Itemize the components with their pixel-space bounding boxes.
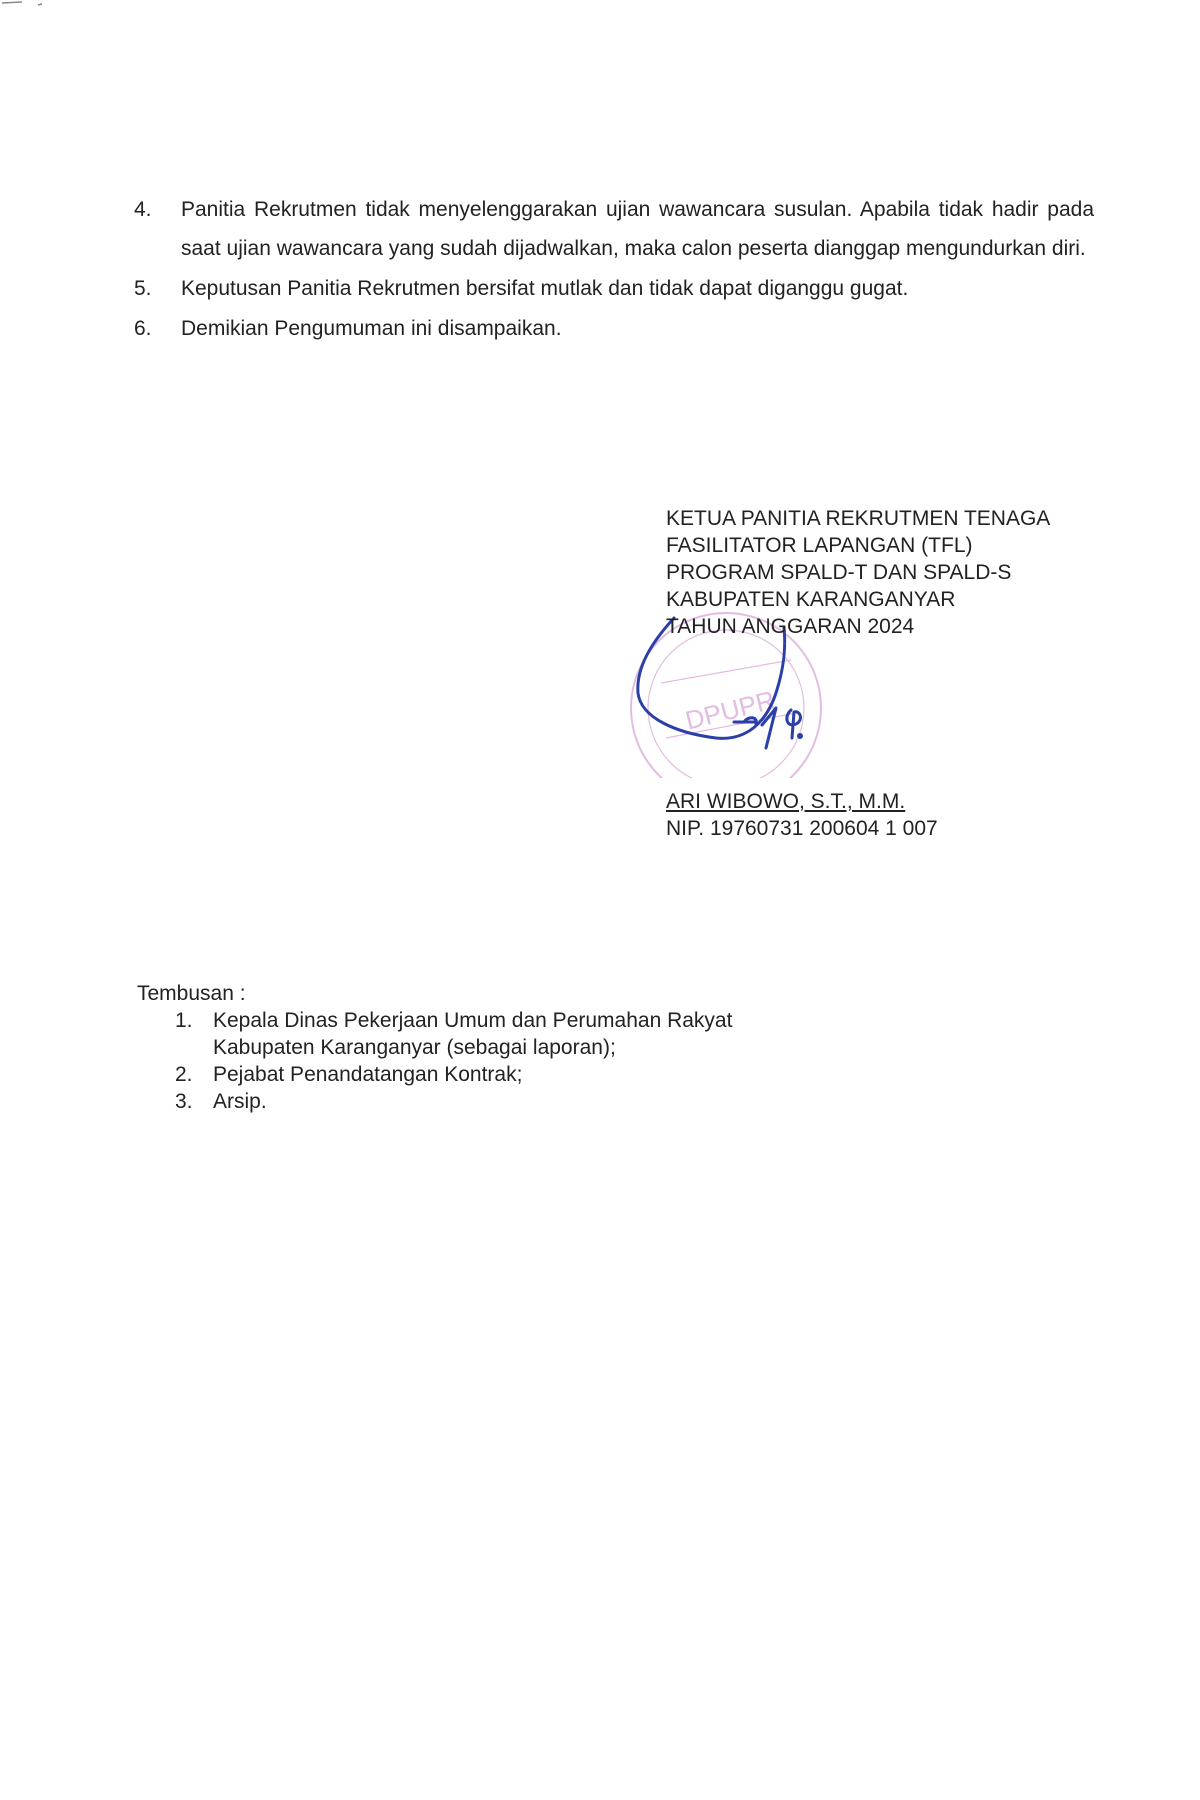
point-number: 5. — [134, 277, 152, 300]
numbered-points — [134, 190, 1094, 349]
svg-text:DPUPR: DPUPR — [682, 684, 778, 736]
signature-block — [666, 505, 1106, 842]
tembusan-text: Kabupaten Karanganyar (sebagai laporan); — [213, 1036, 616, 1059]
tembusan-text: Arsip. — [213, 1090, 267, 1113]
signature-title-line: KABUPATEN KARANGANYAR — [666, 588, 956, 611]
point-item — [134, 309, 1094, 348]
point-item — [134, 269, 1094, 308]
point-text: Demikian Pengumuman ini disampaikan. — [181, 317, 562, 340]
tembusan-item — [175, 1088, 937, 1115]
scan-artifact — [0, 0, 60, 8]
tembusan-heading: Tembusan : — [137, 982, 246, 1005]
signer-nip: NIP. 19760731 200604 1 007 — [666, 817, 938, 840]
signature-title-line: PROGRAM SPALD-T DAN SPALD-S — [666, 561, 1012, 584]
point-item — [134, 190, 1094, 268]
tembusan-section — [137, 980, 937, 1115]
signature-title-line: TAHUN ANGGARAN 2024 — [666, 615, 915, 638]
tembusan-number: 1. — [175, 1009, 193, 1032]
signature-title-line: KETUA PANITIA REKRUTMEN TENAGA — [666, 507, 1051, 530]
signer-name: ARI WIBOWO, S.T., M.M. — [666, 790, 906, 813]
signature-title-line: FASILITATOR LAPANGAN (TFL) — [666, 534, 973, 557]
tembusan-number: 2. — [175, 1063, 193, 1086]
point-text: Panitia Rekrutmen tidak menyelenggarakan ujian wawancara susulan. Apabila tidak hadir pada saat ujian wawancara yang sudah dijadwalkan, maka calon peserta dianggap mengundurkan diri. — [181, 198, 1094, 260]
point-text: Keputusan Panitia Rekrutmen bersifat mutlak dan tidak dapat diganggu gugat. — [181, 277, 909, 300]
tembusan-item — [175, 1061, 937, 1088]
point-number: 4. — [134, 198, 152, 221]
tembusan-number: 3. — [175, 1090, 193, 1113]
tembusan-list — [137, 1007, 937, 1115]
tembusan-text: Kepala Dinas Pekerjaan Umum dan Perumahan Rakyat — [213, 1009, 733, 1032]
tembusan-text: Pejabat Penandatangan Kontrak; — [213, 1063, 523, 1086]
point-number: 6. — [134, 317, 152, 340]
signature-space — [666, 640, 1106, 788]
tembusan-item — [175, 1007, 937, 1061]
